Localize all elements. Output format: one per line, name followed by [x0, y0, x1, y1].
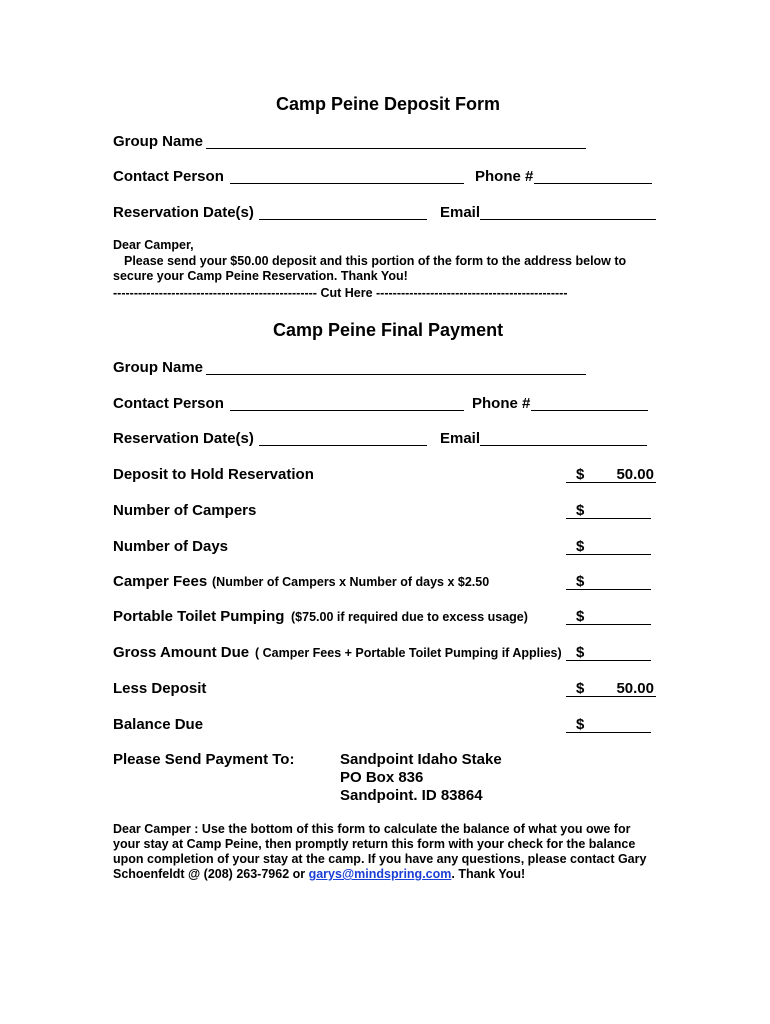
row-gross-line[interactable]	[566, 660, 651, 661]
row-balance-due-line[interactable]	[566, 732, 651, 733]
row-toilet-line[interactable]	[566, 624, 651, 625]
deposit-form-title: Camp Peine Deposit Form	[276, 94, 501, 114]
deposit-contact-person-line[interactable]	[230, 183, 464, 184]
row-less-deposit-line	[566, 696, 656, 697]
row-gross-note: ( Camper Fees + Portable Toilet Pumping if Applies)	[255, 646, 562, 660]
row-toilet-note: ($75.00 if required due to excess usage)	[291, 610, 528, 624]
row-toilet-label: Portable Toilet Pumping	[113, 608, 285, 625]
row-gross-currency: $	[576, 644, 585, 661]
send-payment-label: Please Send Payment To:	[113, 751, 295, 768]
deposit-reservation-dates-label: Reservation Date(s)	[113, 204, 254, 221]
row-less-deposit-amount: 50.00	[616, 680, 654, 697]
cut-here-line: ------------------------------------------------- Cut Here ----------------------------------------------	[113, 286, 568, 300]
row-gross-label: Gross Amount Due	[113, 644, 250, 661]
row-camper-fees-note: (Number of Campers x Number of days x $2.50	[212, 575, 490, 589]
final-reservation-dates-line[interactable]	[259, 445, 427, 446]
row-days-currency: $	[576, 538, 585, 555]
final-phone-label: Phone #	[472, 395, 531, 412]
row-less-deposit-currency: $	[576, 680, 585, 697]
address-line2: PO Box 836	[340, 769, 424, 786]
address-line3: Sandpoint. ID 83864	[340, 787, 483, 804]
row-balance-due-currency: $	[576, 716, 585, 733]
deposit-contact-person-label: Contact Person	[113, 168, 224, 185]
footer-line3: upon completion of your stay at the camp. If you have any questions, please contact Gary	[113, 852, 647, 866]
deposit-greeting: Dear Camper,	[113, 238, 194, 252]
final-reservation-dates-label: Reservation Date(s)	[113, 430, 254, 447]
row-balance-due-label: Balance Due	[113, 716, 204, 733]
deposit-reservation-dates-line[interactable]	[259, 219, 427, 220]
row-deposit-line	[566, 482, 656, 483]
final-email-label: Email	[440, 430, 481, 447]
row-days-label: Number of Days	[113, 538, 229, 555]
final-contact-person-line[interactable]	[230, 410, 464, 411]
row-camper-fees-currency: $	[576, 573, 585, 590]
deposit-group-name-label: Group Name	[113, 133, 204, 150]
row-deposit-currency: $	[576, 466, 585, 483]
deposit-message-line2: secure your Camp Peine Reservation. Thank You!	[113, 269, 408, 283]
footer-line1: Dear Camper : Use the bottom of this form to calculate the balance of what you owe for	[113, 822, 631, 836]
deposit-phone-label: Phone #	[475, 168, 534, 185]
row-less-deposit-label: Less Deposit	[113, 680, 207, 697]
footer-line4-post: . Thank You!	[451, 867, 526, 881]
row-camper-fees-label: Camper Fees	[113, 573, 208, 590]
row-campers-label: Number of Campers	[113, 502, 257, 519]
address-line1: Sandpoint Idaho Stake	[340, 751, 502, 768]
deposit-email-label: Email	[440, 204, 481, 221]
footer-email-link[interactable]: garys@mindspring.com	[308, 867, 452, 881]
row-days-line[interactable]	[566, 554, 651, 555]
row-toilet-currency: $	[576, 608, 585, 625]
final-group-name-line[interactable]	[206, 374, 586, 375]
row-deposit-label: Deposit to Hold Reservation	[113, 466, 314, 483]
row-campers-currency: $	[576, 502, 585, 519]
deposit-phone-line[interactable]	[534, 183, 652, 184]
final-payment-title: Camp Peine Final Payment	[273, 320, 504, 340]
row-deposit-amount: 50.00	[616, 466, 654, 483]
final-phone-line[interactable]	[531, 410, 648, 411]
final-group-name-label: Group Name	[113, 359, 204, 376]
footer-line2: your stay at Camp Peine, then promptly return this form with your check for the balance	[113, 837, 636, 851]
row-camper-fees-line[interactable]	[566, 589, 651, 590]
deposit-message-line1: Please send your $50.00 deposit and this portion of the form to the address below to	[124, 254, 627, 268]
final-email-line[interactable]	[480, 445, 647, 446]
row-campers-line[interactable]	[566, 518, 651, 519]
footer-line4	[113, 867, 525, 881]
deposit-email-line[interactable]	[480, 219, 656, 220]
deposit-group-name-line[interactable]	[206, 148, 586, 149]
final-contact-person-label: Contact Person	[113, 395, 224, 412]
footer-line4-pre: Schoenfeldt @ (208) 263-7962 or	[113, 867, 309, 881]
